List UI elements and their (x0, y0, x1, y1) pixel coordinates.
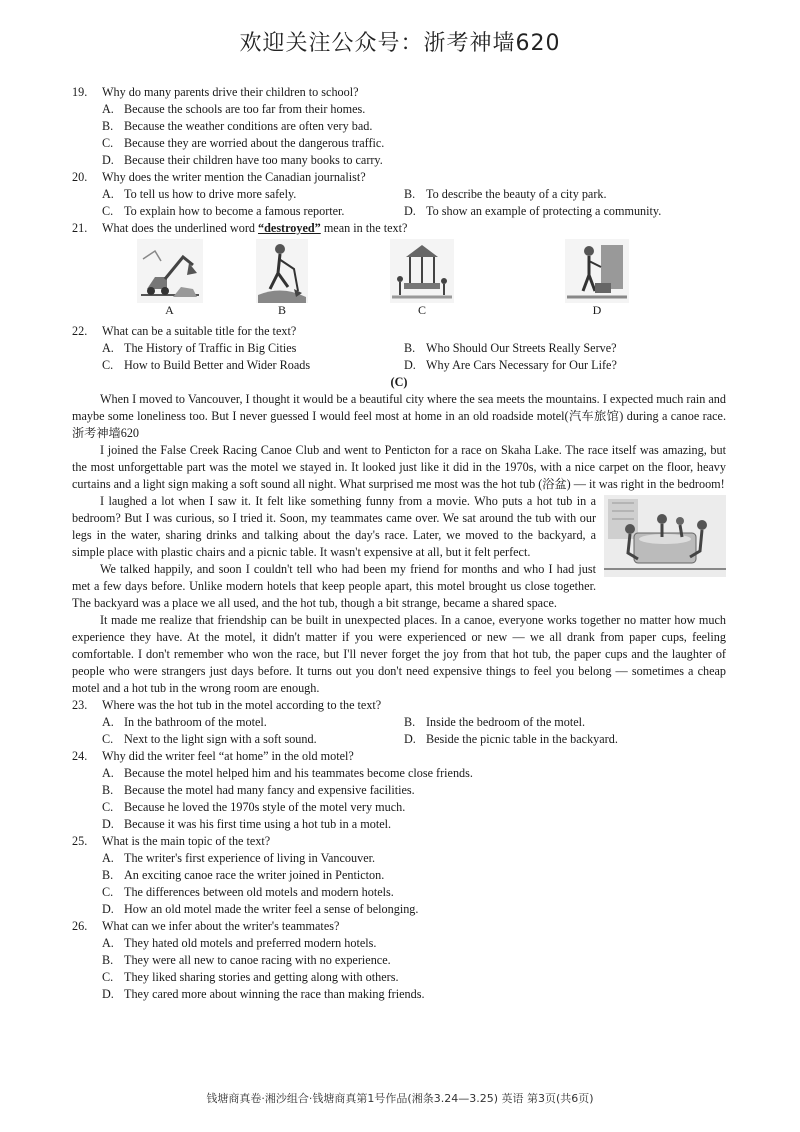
option-text: They cared more about winning the race than making friends. (124, 987, 425, 1001)
option-grid (72, 186, 726, 220)
option-text: They hated old motels and preferred modern hotels. (124, 936, 377, 950)
exam-content (72, 84, 726, 1003)
question-text-before: What does the underlined word (102, 221, 259, 235)
option-text: Next to the light sign with a soft sound. (124, 732, 317, 746)
question-number: 23. (72, 698, 88, 712)
option-b (404, 714, 706, 731)
option-c (72, 135, 726, 152)
option-text: Because they are worried about the dangerous traffic. (124, 136, 385, 150)
option-d (72, 152, 726, 169)
picture-option-c (327, 239, 517, 321)
picture-letter: C (417, 303, 426, 317)
underlined-word: “destroyed” (258, 221, 321, 235)
question-stem (72, 918, 726, 935)
option-letter: C. (102, 732, 114, 746)
option-letter: D. (102, 987, 114, 1001)
question-text: Why did the writer feel “at home” in the old motel? (102, 749, 354, 763)
option-letter: A. (102, 341, 114, 355)
question-number: 26. (72, 919, 88, 933)
question-stem (72, 323, 726, 340)
question-text: Why does the writer mention the Canadian journalist? (102, 170, 366, 184)
option-c (72, 884, 726, 901)
option-letter: C. (102, 204, 114, 218)
option-text: To tell us how to drive more safely. (124, 187, 297, 201)
option-letter: D. (404, 358, 416, 372)
page-header: 欢迎关注公众号：浙考神墙620 (239, 31, 561, 56)
option-a (72, 765, 726, 782)
picture-option-d (517, 239, 677, 321)
option-text: Because the motel had many fancy and expensive facilities. (124, 783, 415, 797)
question-number: 21. (72, 221, 88, 235)
option-a (102, 340, 404, 357)
option-grid (72, 714, 726, 748)
option-text: Who Should Our Streets Really Serve? (426, 341, 617, 355)
option-text: An exciting canoe race the writer joined in Penticton. (124, 868, 385, 882)
option-text: Beside the picnic table in the backyard. (426, 732, 618, 746)
option-letter: B. (102, 953, 114, 967)
question-21 (72, 220, 726, 321)
question-stem (72, 169, 726, 186)
option-text: To describe the beauty of a city park. (426, 187, 607, 201)
option-letter: D. (404, 732, 416, 746)
picture-letter: B (277, 303, 286, 317)
question-number: 24. (72, 749, 88, 763)
option-letter: A. (102, 936, 114, 950)
option-text: Because their children have too many books to carry. (124, 153, 383, 167)
option-b (72, 782, 726, 799)
option-letter: C. (102, 800, 114, 814)
option-c (72, 969, 726, 986)
option-text: Because he loved the 1970s style of the motel very much. (124, 800, 406, 814)
option-c (102, 731, 404, 748)
digger-illustration-icon (137, 239, 203, 303)
passage-paragraph-5: It made me realize that friendship can be built in unexpected places. In a canoe, everyone works together no matter how much experience they have. At the motel, it didn't matter if you were experienced or new — we all drank from paper cups, feeling comfortable. I don't remember who won the race, but I'll never forget the joy from that hot tub, the paper cups and the laughter of people who were strangers just days before. It turns out you don't need expensive things to feel you belong — sometimes a cheap motel and a hot tub in the wrong room are enough. (72, 613, 726, 695)
picture-option-b (237, 239, 327, 321)
picture-options (72, 239, 726, 321)
option-letter: B. (404, 341, 416, 355)
question-text: What is the main topic of the text? (102, 834, 271, 848)
passage-paragraph-4: We talked happily, and soon I couldn't tell who had been my friend for months and who I had just met a few days before. Unlike modern hotels that keep people apart, this motel brought us close together. The backyard was a place we all used, and the hot tub, though a bit strange, became a shared space. (72, 562, 596, 610)
page-footer: 钱塘商真卷·湘沙组合·钱塘商真第1号作品(湘条3.24—3.25) 英语 第3页(共6页) (206, 1092, 594, 1105)
option-d (72, 816, 726, 833)
option-b (404, 340, 706, 357)
option-text: How an old motel made the writer feel a sense of belonging. (124, 902, 419, 916)
option-d (404, 357, 706, 374)
option-text: How to Build Better and Wider Roads (124, 358, 311, 372)
section-heading: (C) (390, 375, 408, 389)
option-letter: A. (102, 715, 114, 729)
option-letter: D. (102, 817, 114, 831)
option-grid (72, 340, 726, 374)
option-text: Inside the bedroom of the motel. (426, 715, 586, 729)
option-c (72, 799, 726, 816)
option-text: In the bathroom of the motel. (124, 715, 267, 729)
option-letter: C. (102, 970, 114, 984)
option-letter: B. (404, 715, 416, 729)
option-d (404, 203, 706, 220)
question-stem (72, 84, 726, 101)
option-text: Why Are Cars Necessary for Our Life? (426, 358, 617, 372)
passage-paragraph-2: I joined the False Creek Racing Canoe Club and went to Penticton for a race on Skaha Lake. The race itself was amazing, but the most unforgettable part was the motel we stayed in. It looked just like it did in the 1970s, with a nice carpet on the floor, heavy curtains and a light sign making a soft sound all night. What surprised me most was the hot tub (浴盆) — it was right in the bedroom! (72, 443, 726, 491)
option-b (72, 118, 726, 135)
picture-letter: A (165, 303, 174, 317)
option-a (72, 101, 726, 118)
option-letter: D. (102, 153, 114, 167)
worker-illustration-icon (565, 239, 629, 303)
question-24 (72, 748, 726, 833)
question-text: What can we infer about the writer's teammates? (102, 919, 340, 933)
option-text: To show an example of protecting a community. (426, 204, 662, 218)
option-a (72, 935, 726, 952)
question-22 (72, 323, 726, 374)
option-text: They were all new to canoe racing with no experience. (124, 953, 391, 967)
option-text: Because the schools are too far from their homes. (124, 102, 366, 116)
option-d (404, 731, 706, 748)
question-stem (72, 697, 726, 714)
passage-paragraph-3 (72, 493, 726, 561)
option-c (102, 203, 404, 220)
picture-letter: D (592, 303, 602, 317)
option-b (404, 186, 706, 203)
option-letter: A. (102, 766, 114, 780)
question-number: 25. (72, 834, 88, 848)
option-letter: B. (102, 868, 114, 882)
option-text: Because the motel helped him and his teammates become close friends. (124, 766, 473, 780)
question-stem (72, 833, 726, 850)
option-text: Because it was his first time using a hot tub in a motel. (124, 817, 392, 831)
option-a (102, 714, 404, 731)
option-text: The History of Traffic in Big Cities (124, 341, 297, 355)
gazebo-illustration-icon (390, 239, 454, 303)
option-text: The writer's first experience of living in Vancouver. (124, 851, 376, 865)
question-number: 19. (72, 85, 88, 99)
question-19 (72, 84, 726, 169)
option-letter: B. (102, 783, 114, 797)
option-letter: B. (404, 187, 416, 201)
question-25 (72, 833, 726, 918)
option-a (102, 186, 404, 203)
option-c (102, 357, 404, 374)
picture-option-a (102, 239, 237, 321)
option-text: To explain how to become a famous reporter. (124, 204, 345, 218)
option-letter: C. (102, 885, 114, 899)
option-d (72, 986, 726, 1003)
option-d (72, 901, 726, 918)
option-text: They liked sharing stories and getting along with others. (124, 970, 399, 984)
option-letter: D. (102, 902, 114, 916)
option-text: Because the weather conditions are often very bad. (124, 119, 373, 133)
question-stem (72, 220, 726, 237)
question-23 (72, 697, 726, 748)
question-text: Where was the hot tub in the motel according to the text? (102, 698, 382, 712)
question-number: 22. (72, 324, 88, 338)
question-text: Why do many parents drive their children to school? (102, 85, 359, 99)
option-b (72, 867, 726, 884)
option-letter: A. (102, 187, 114, 201)
option-a (72, 850, 726, 867)
hot-tub-illustration-icon (604, 495, 726, 577)
question-stem (72, 748, 726, 765)
option-b (72, 952, 726, 969)
option-letter: A. (102, 851, 114, 865)
question-number: 20. (72, 170, 88, 184)
question-26 (72, 918, 726, 1003)
option-text: The differences between old motels and modern hotels. (124, 885, 394, 899)
option-letter: C. (102, 136, 114, 150)
passage-paragraph-1: When I moved to Vancouver, I thought it would be a beautiful city where the sea meets the mountains. I expected much rain and maybe some loneliness too. But I never guessed I would feel most at home in an old roadside motel(汽车旅馆) during a canoe race. 浙考神墙620 (72, 392, 726, 440)
option-letter: A. (102, 102, 114, 116)
question-text: What can be a suitable title for the text? (102, 324, 297, 338)
option-letter: C. (102, 358, 114, 372)
option-letter: D. (404, 204, 416, 218)
question-20 (72, 169, 726, 220)
option-letter: B. (102, 119, 114, 133)
question-text-after: mean in the text? (320, 221, 408, 235)
paragraph-text: I laughed a lot when I saw it. It felt like something funny from a movie. Who puts a hot tub in a bedroom? But I was curious, so I tried it. Soon, my teammates came over. We sat around the tub with our legs in the water, sharing drinks and talking about the day's race. Later, we moved to the backyard, a simple place with plastic chairs and a picnic table. It wasn't expensive at all, but it felt perfect. (72, 494, 596, 559)
digging-man-illustration-icon (256, 239, 308, 303)
